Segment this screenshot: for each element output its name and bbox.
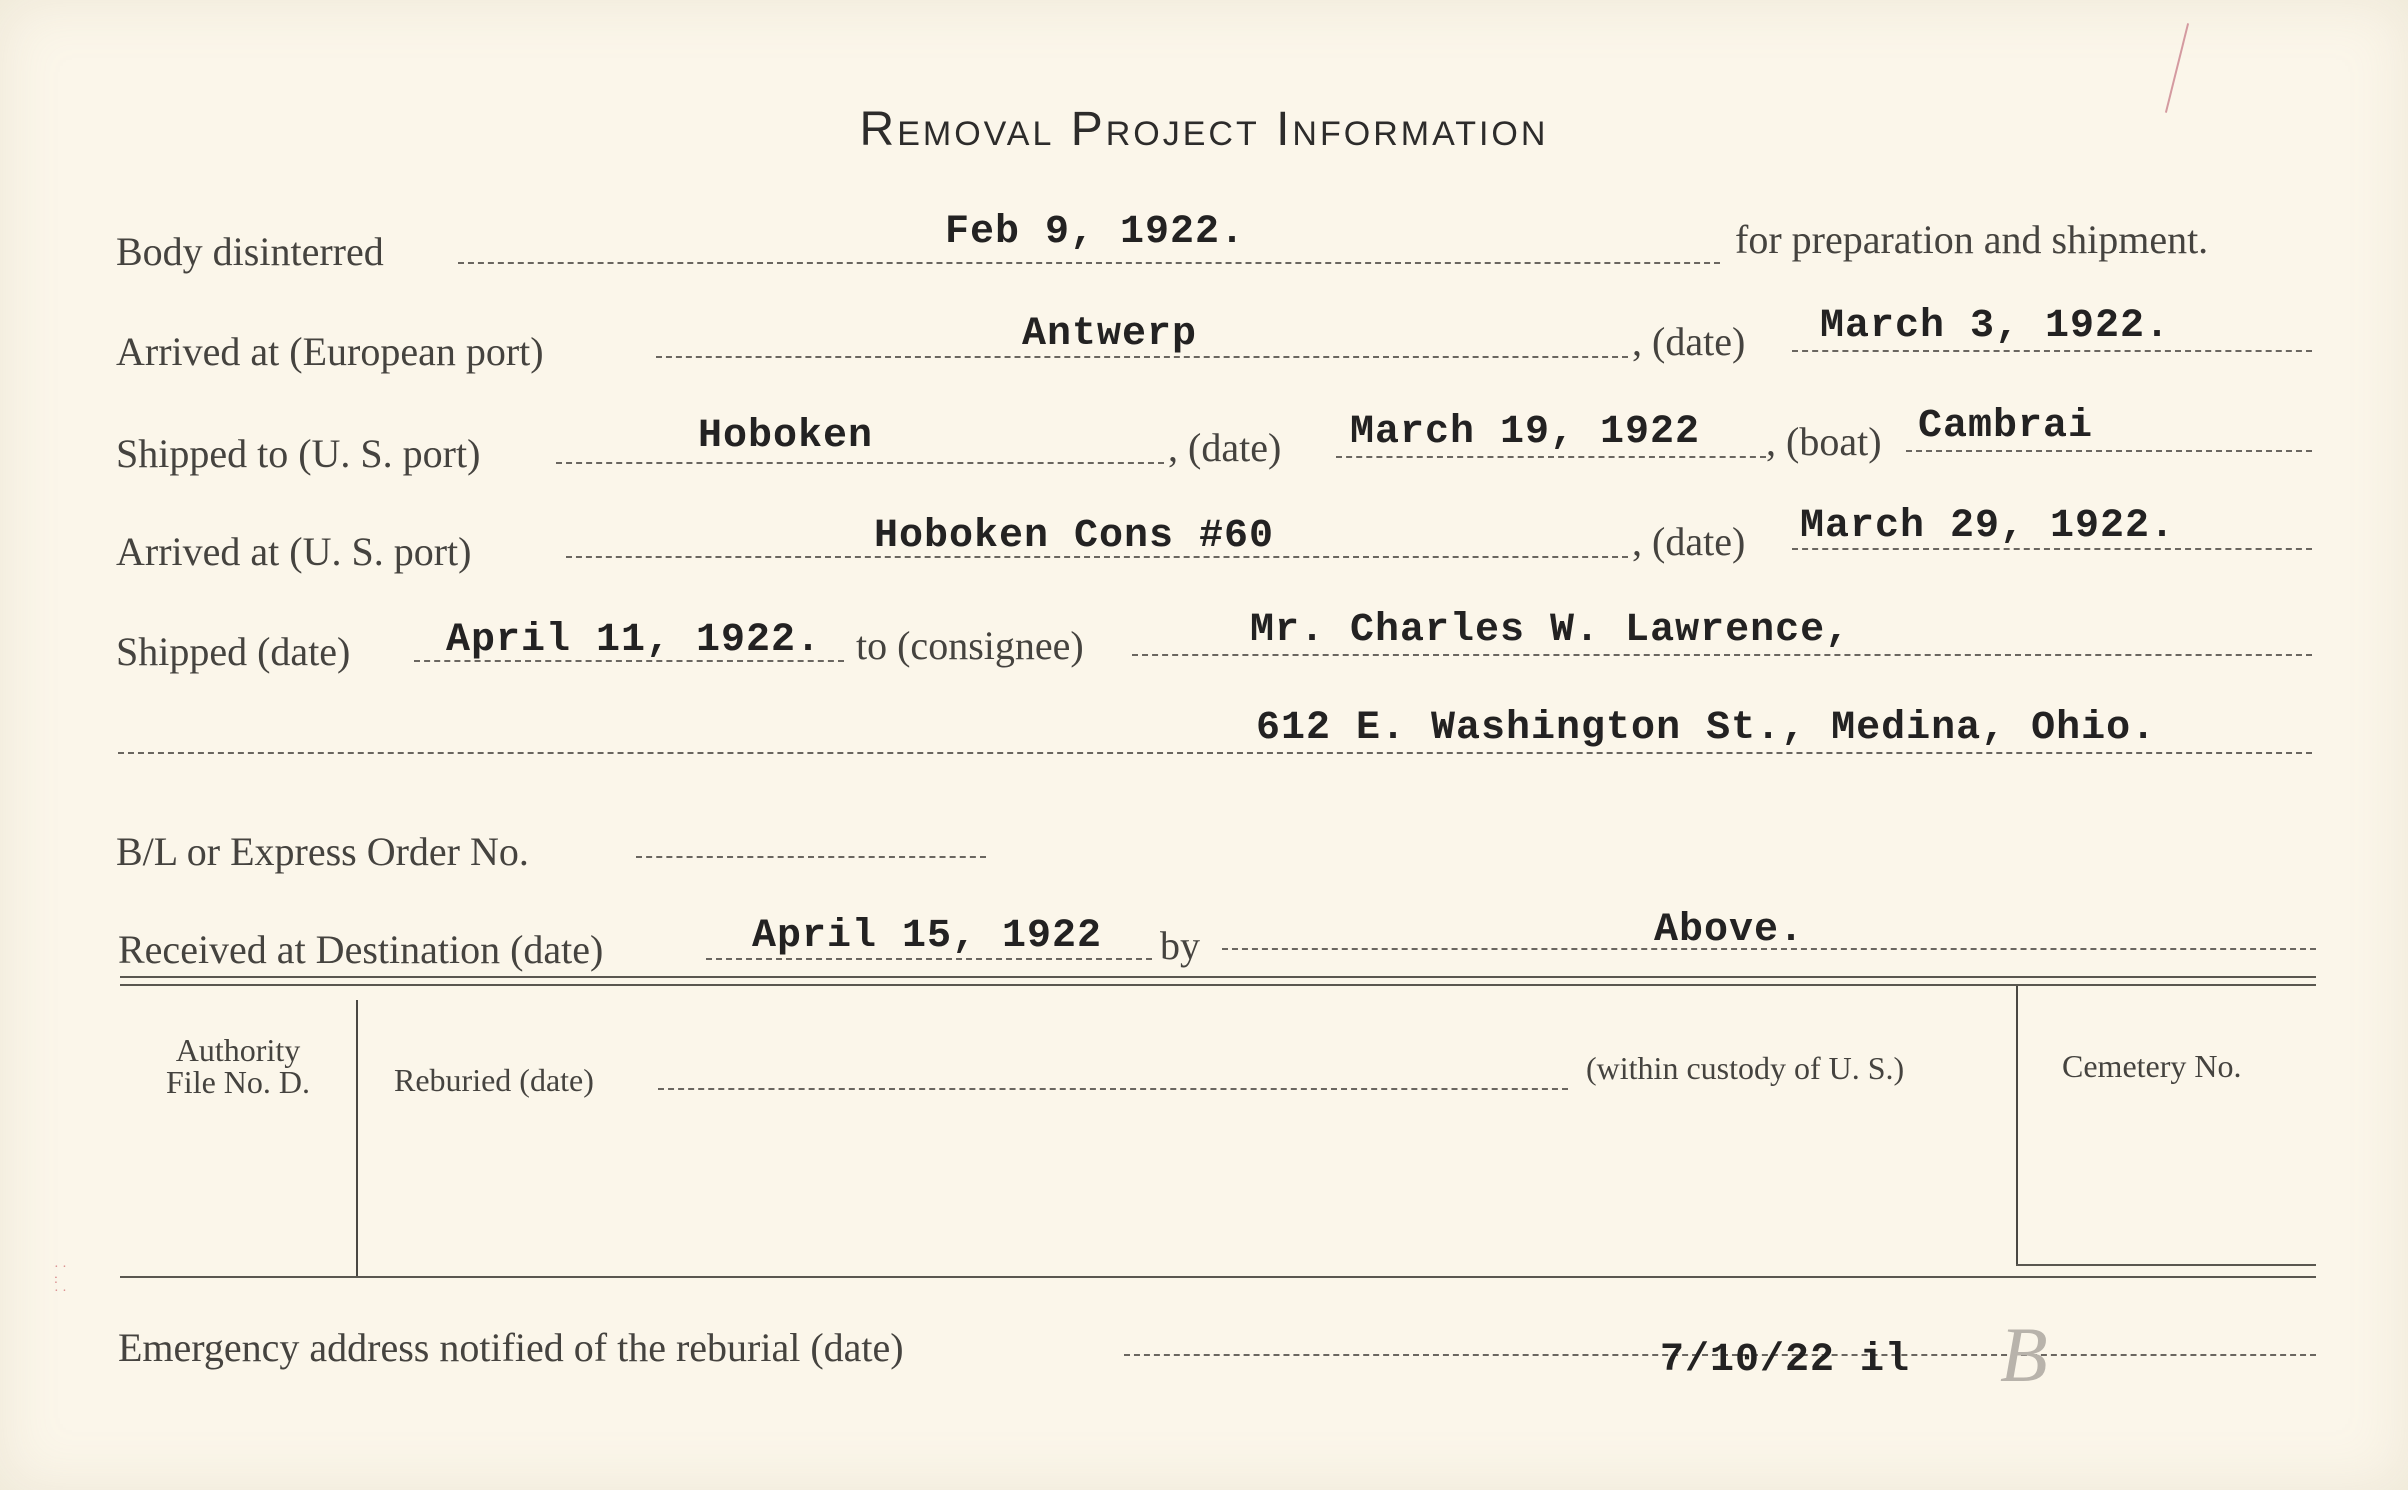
disinterred-line [458, 262, 1720, 264]
reburied-label: Reburied (date) [394, 1062, 594, 1098]
bl-label: B/L or Express Order No. [116, 829, 529, 874]
arrived-europe-date-line [1792, 350, 2312, 352]
shipped-us-boat-label: , (boat) [1766, 419, 1882, 464]
disinterred-label: Body disinterred [116, 229, 384, 274]
reburied-line [658, 1088, 1568, 1090]
arrived-us-label: Arrived at (U. S. port) [116, 529, 472, 574]
handwritten-initials: B [2000, 1311, 2048, 1398]
address-line [118, 752, 2312, 754]
box-bottom-rule-right [2016, 1264, 2316, 1266]
arrived-europe-date: March 3, 1922. [1820, 304, 2171, 349]
arrived-europe-value: Antwerp [1022, 312, 1198, 357]
arrived-europe-label: Arrived at (European port) [116, 329, 544, 374]
red-ink-speck: · · : · · [54, 1260, 67, 1299]
box-top-rule-2 [120, 984, 2316, 986]
arrived-us-value: Hoboken Cons #60 [874, 514, 1275, 559]
consignee-address: 612 E. Washington St., Medina, Ohio. [1256, 706, 2157, 751]
emergency-value: 7/10/22 il [1660, 1338, 1911, 1383]
pencil-mark [2165, 23, 2189, 113]
shipped-us-value: Hoboken [698, 414, 874, 459]
box-divider-left [356, 1000, 358, 1276]
shipped-us-date-line [1336, 456, 1766, 458]
received-label: Received at Destination (date) [118, 927, 604, 972]
received-by-value: Above. [1654, 908, 1805, 953]
shipped-us-date-label: , (date) [1168, 425, 1282, 470]
shipped-us-boat-line [1906, 450, 2312, 452]
emergency-label: Emergency address notified of the reburial (date) [118, 1325, 904, 1370]
shipped-date-label: Shipped (date) [116, 629, 351, 674]
disinterred-value: Feb 9, 1922. [945, 210, 1246, 255]
cemetery-label: Cemetery No. [2062, 1048, 2242, 1084]
shipped-us-date: March 19, 1922 [1350, 410, 1701, 455]
box-top-rule-1 [120, 976, 2316, 978]
card-title: Removal Project Information [859, 103, 1549, 156]
shipped-date-value: April 11, 1922. [446, 618, 822, 663]
custody-label: (within custody of U. S.) [1586, 1050, 1905, 1086]
arrived-us-date-label: , (date) [1632, 519, 1746, 564]
authority-label-line2: File No. D. [166, 1064, 310, 1100]
consignee-label: to (consignee) [856, 623, 1084, 668]
bl-line [636, 856, 986, 858]
authority-label-line1: Authority [175, 1032, 301, 1068]
box-divider-right [2016, 986, 2018, 1264]
consignee-name: Mr. Charles W. Lawrence, [1250, 608, 1851, 653]
shipped-us-label: Shipped to (U. S. port) [116, 431, 481, 476]
received-date-value: April 15, 1922 [752, 914, 1103, 959]
shipped-us-boat: Cambrai [1918, 404, 2094, 449]
arrived-us-date: March 29, 1922. [1800, 504, 2176, 549]
arrived-europe-date-label: , (date) [1632, 319, 1746, 364]
received-by-label: by [1160, 923, 1200, 968]
shipped-us-line [556, 462, 1164, 464]
box-bottom-rule [120, 1276, 2316, 1278]
disinterred-suffix: for preparation and shipment. [1735, 217, 2209, 262]
consignee-line [1132, 654, 2312, 656]
